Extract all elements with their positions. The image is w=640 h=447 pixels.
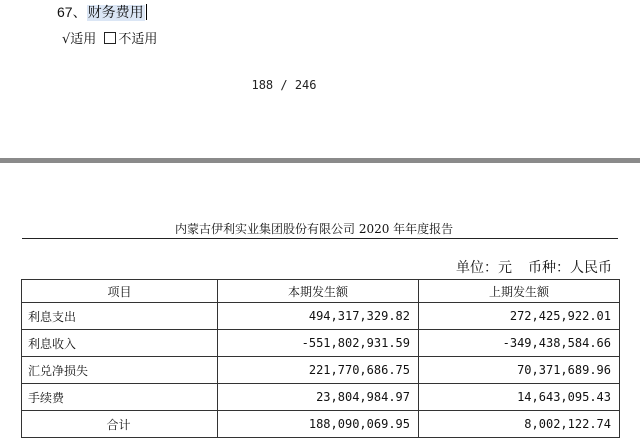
row-label: 汇兑净损失	[22, 357, 218, 384]
prior-amount: -349,438,584.66	[419, 330, 620, 357]
current-amount: 221,770,686.75	[218, 357, 419, 384]
current-amount: 188,090,069.95	[218, 411, 419, 438]
prior-amount: 70,371,689.96	[419, 357, 620, 384]
section-title[interactable]: 财务费用	[87, 5, 144, 21]
current-amount: 23,804,984.97	[218, 384, 419, 411]
section-heading	[57, 2, 147, 22]
table-row	[22, 357, 620, 384]
unit-line	[0, 258, 612, 278]
row-label: 利息收入	[22, 330, 218, 357]
text-cursor	[146, 4, 147, 20]
check-mark-icon: √	[62, 32, 71, 47]
page-break-divider	[0, 158, 640, 163]
row-label: 合计	[22, 411, 218, 438]
applicability-options	[62, 30, 157, 50]
row-label: 手续费	[22, 384, 218, 411]
table-row	[22, 330, 620, 357]
table-row	[22, 303, 620, 330]
currency-label: 币种：人民币	[528, 260, 612, 276]
column-header-current: 本期发生额	[218, 280, 419, 303]
not-applicable-label: 不适用	[118, 32, 158, 47]
applicable-label: 适用	[70, 32, 97, 47]
table-total-row	[22, 411, 620, 438]
current-amount: -551,802,931.59	[218, 330, 419, 357]
finance-expense-table	[21, 279, 620, 438]
row-label: 利息支出	[22, 303, 218, 330]
header-rule	[22, 238, 618, 239]
unit-label: 单位：元	[456, 260, 512, 276]
column-header-item: 项目	[22, 280, 218, 303]
table-header-row	[22, 280, 620, 303]
table-row	[22, 384, 620, 411]
checkbox-icon	[104, 32, 116, 44]
current-amount: 494,317,329.82	[218, 303, 419, 330]
report-header-title: 内蒙古伊利实业集团股份有限公司 2020 年年度报告	[175, 222, 454, 236]
prior-amount: 8,002,122.74	[419, 411, 620, 438]
prior-amount: 14,643,095.43	[419, 384, 620, 411]
section-number: 67、	[57, 4, 87, 20]
prior-amount: 272,425,922.01	[419, 303, 620, 330]
page-number: 188 / 246	[251, 78, 317, 92]
column-header-prior: 上期发生额	[419, 280, 620, 303]
